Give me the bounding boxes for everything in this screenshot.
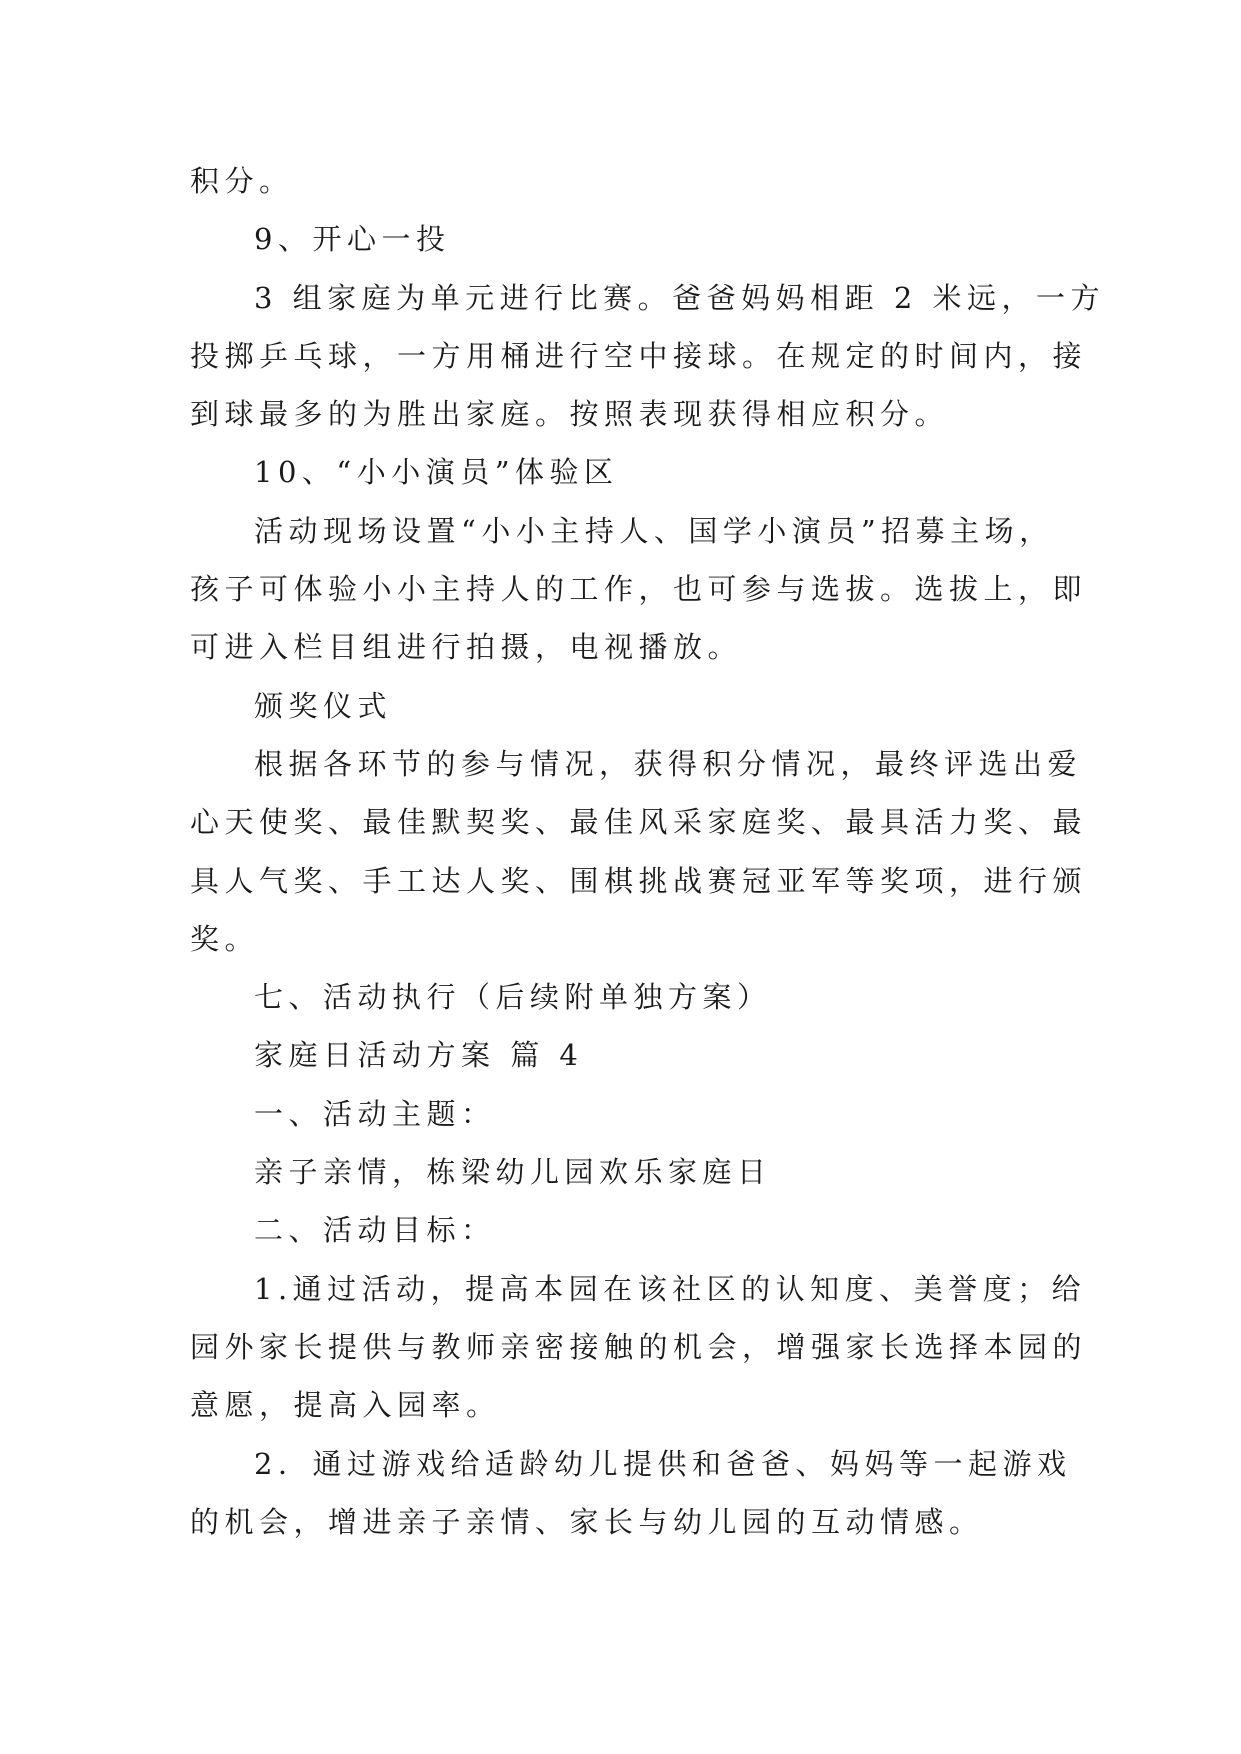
- text-line: 园外家长提供与教师亲密接触的机会，增强家长选择本园的: [190, 1329, 1088, 1364]
- text-line: 孩子可体验小小主持人的工作，也可参与选拔。选拔上，即: [190, 572, 1088, 607]
- text-line: 意愿，提高入园率。: [190, 1388, 501, 1423]
- text-line: 家庭日活动方案 篇 4: [254, 1038, 584, 1073]
- text-line: 9、开心一投: [254, 222, 451, 257]
- text-line: 的机会，增进亲子亲情、家长与幼儿园的互动情感。: [190, 1504, 984, 1539]
- text-line: 可进入栏目组进行拍摄，电视播放。: [190, 630, 743, 665]
- text-line: 七、活动执行（后续附单独方案）: [254, 980, 772, 1015]
- text-line: 3 组家庭为单元进行比赛。爸爸妈妈相距 2 米远，一方: [254, 280, 1106, 315]
- text-line: 活动现场设置“小小主持人、国学小演员”招募主场，: [254, 513, 1054, 548]
- text-line: 10、“小小演员”体验区: [254, 455, 619, 490]
- text-line: 心天使奖、最佳默契奖、最佳风采家庭奖、最具活力奖、最: [190, 805, 1088, 840]
- text-line: 2．通过游戏给适龄幼儿提供和爸爸、妈妈等一起游戏: [254, 1446, 1072, 1481]
- text-line: 投掷乒乓球，一方用桶进行空中接球。在规定的时间内，接: [190, 338, 1088, 373]
- text-line: 颁奖仪式: [254, 688, 393, 723]
- text-line: 积分。: [190, 164, 294, 198]
- text-line: 一、活动主题：: [254, 1096, 496, 1131]
- text-line: 奖。: [190, 921, 260, 956]
- text-line: 亲子亲情，栋梁幼儿园欢乐家庭日: [254, 1155, 772, 1190]
- text-line: 根据各环节的参与情况，获得积分情况，最终评选出爱: [254, 746, 1083, 781]
- text-line: 1.通过活动，提高本园在该社区的认知度、美誉度；给: [254, 1271, 1087, 1306]
- document-body: [190, 152, 1106, 1551]
- text-line: 二、活动目标：: [254, 1213, 496, 1248]
- text-line: 到球最多的为胜出家庭。按照表现获得相应积分。: [190, 397, 950, 432]
- text-line: 具人气奖、手工达人奖、围棋挑战赛冠亚军等奖项，进行颁: [190, 863, 1088, 898]
